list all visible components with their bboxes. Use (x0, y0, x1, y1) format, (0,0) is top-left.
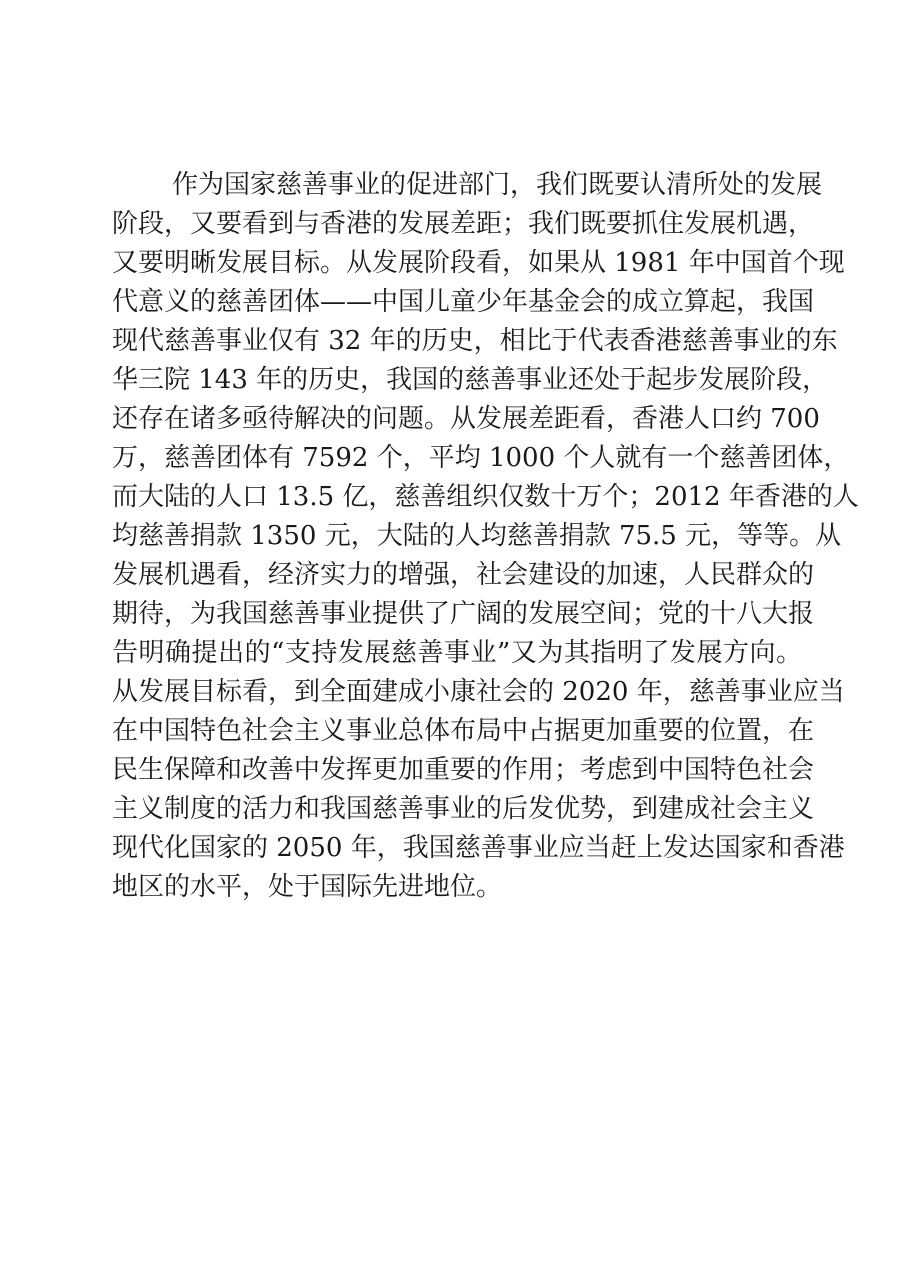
paragraph-line-18: 现代化国家的 2050 年，我国慈善事业应当赶上发达国家和香港 (112, 833, 845, 863)
paragraph-line-17: 主义制度的活力和我国慈善事业的后发优势，到建成社会主义 (112, 794, 815, 824)
paragraph-line-15: 在中国特色社会主义事业总体布局中占据更加重要的位置，在 (112, 716, 815, 746)
paragraph-line-11: 发展机遇看，经济实力的增强，社会建设的加速，人民群众的 (112, 560, 815, 590)
body-paragraph (112, 166, 859, 907)
paragraph-line-12: 期待，为我国慈善事业提供了广阔的发展空间；党的十八大报 (112, 599, 815, 629)
paragraph-line-1: 作为国家慈善事业的促进部门，我们既要认清所处的发展 (172, 170, 823, 200)
paragraph-line-13: 告明确提出的“支持发展慈善事业”又为其指明了发展方向。 (112, 638, 802, 668)
paragraph-line-3: 又要明晰发展目标。从发展阶段看，如果从 1981 年中国首个现 (112, 248, 845, 278)
paragraph-line-2: 阶段，又要看到与香港的发展差距；我们既要抓住发展机遇， (112, 209, 815, 239)
paragraph-line-16: 民生保障和改善中发挥更加重要的作用；考虑到中国特色社会 (112, 755, 815, 785)
paragraph-line-5: 现代慈善事业仅有 32 年的历史，相比于代表香港慈善事业的东 (112, 326, 838, 356)
paragraph-line-14: 从发展目标看，到全面建成小康社会的 2020 年，慈善事业应当 (112, 677, 845, 707)
paragraph-line-7: 还存在诸多亟待解决的问题。从发展差距看，香港人口约 700 (112, 404, 820, 434)
paragraph-line-4: 代意义的慈善团体——中国儿童少年基金会的成立算起，我国 (112, 287, 815, 317)
paragraph-line-8: 万，慈善团体有 7592 个，平均 1000 个人就有一个慈善团体， (112, 443, 850, 473)
paragraph-line-6: 华三院 143 年的历史，我国的慈善事业还处于起步发展阶段， (112, 365, 829, 395)
paragraph-line-19: 地区的水平，处于国际先进地位。 (112, 872, 503, 902)
paragraph-line-9: 而大陆的人口 13.5 亿，慈善组织仅数十万个；2012 年香港的人 (112, 482, 859, 512)
paragraph-line-10: 均慈善捐款 1350 元，大陆的人均慈善捐款 75.5 元，等等。从 (112, 521, 842, 551)
